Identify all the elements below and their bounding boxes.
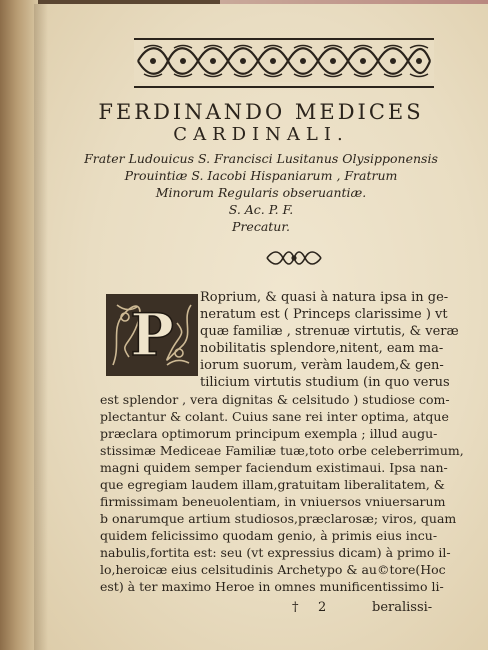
body-text-line: lo,heroicæ eius celsitudinis Archetypo & au©tore(Hoc [100, 562, 446, 577]
body-text-line: præclara optimorum principum exempla ; illud augu- [100, 426, 438, 441]
body-text-line: quæ familiæ , strenuæ virtutis, & veræ [200, 324, 459, 339]
body-text-line: est splendor , vera dignitas & celsitudo ) studiose com- [100, 392, 450, 407]
dedication-line: Prouintiæ S. Iacobi Hispaniarum , Fratrum [124, 168, 398, 183]
dedication-line: Frater Ludouicus S. Francisci Lusitanus Olysipponensis [84, 151, 438, 166]
dedication-line: Minorum Regularis obseruantiæ. [155, 185, 367, 200]
body-text-line: b onarumque artium studiosos,præclarosæ; viros, quam [100, 511, 457, 526]
body-text-line: nobilitatis splendore,nitent, eam ma- [200, 341, 444, 356]
body-text-line: nabulis,fortita est: seu (vt expressius dicam) à primo il- [100, 545, 451, 560]
body-text-line: firmissimam beneuolentiam, in vniuersos vniuersarum [100, 494, 446, 509]
body-text-line: stissimæ Mediceae Familiæ tuæ,toto orbe celeberrimum, [100, 443, 464, 458]
signature-mark: † [292, 600, 299, 615]
historiated-initial [106, 294, 198, 376]
catchword: beralissi- [372, 600, 433, 615]
body-text-line: magni quidem semper faciendum existimaui. Ipsa nan- [100, 460, 448, 475]
body-text-line: tilicium virtutis studium (in quo verus [200, 375, 450, 390]
dedicatee-title: CARDINALI. [173, 124, 349, 145]
signature-number: 2 [318, 600, 327, 615]
book-page [34, 4, 488, 650]
drop-cap-letter: P [130, 301, 174, 369]
ornamental-headband [134, 38, 434, 88]
body-text-line: Roprium, & quasi à natura ipsa in ge- [200, 290, 449, 305]
body-text-line: plectantur & colant. Cuius sane rei inter optima, atque [100, 409, 449, 424]
fleuron-ornament [265, 249, 323, 267]
dedicatee-name: FERDINANDO MEDICES [98, 100, 424, 124]
initial-vine-decoration [107, 295, 197, 375]
body-text-line: quidem felicissimo quodam genio, à primis eius incu- [100, 528, 438, 543]
dedication-line: Precatur. [232, 219, 290, 234]
book-spine-gutter [0, 0, 38, 650]
body-text-line: iorum suorum, veràm laudem,& gen- [200, 358, 444, 373]
body-text-line: est) à ter maximo Heroe in omnes munificentissimo li- [100, 579, 444, 594]
body-text-line: que egregiam laudem illam,gratuitam liberalitatem, & [100, 477, 445, 492]
body-text-line: neratum est ( Princeps clarissime ) vt [200, 307, 448, 322]
headband-pattern [134, 40, 434, 82]
dedication-line: S. Ac. P. F. [228, 202, 294, 217]
